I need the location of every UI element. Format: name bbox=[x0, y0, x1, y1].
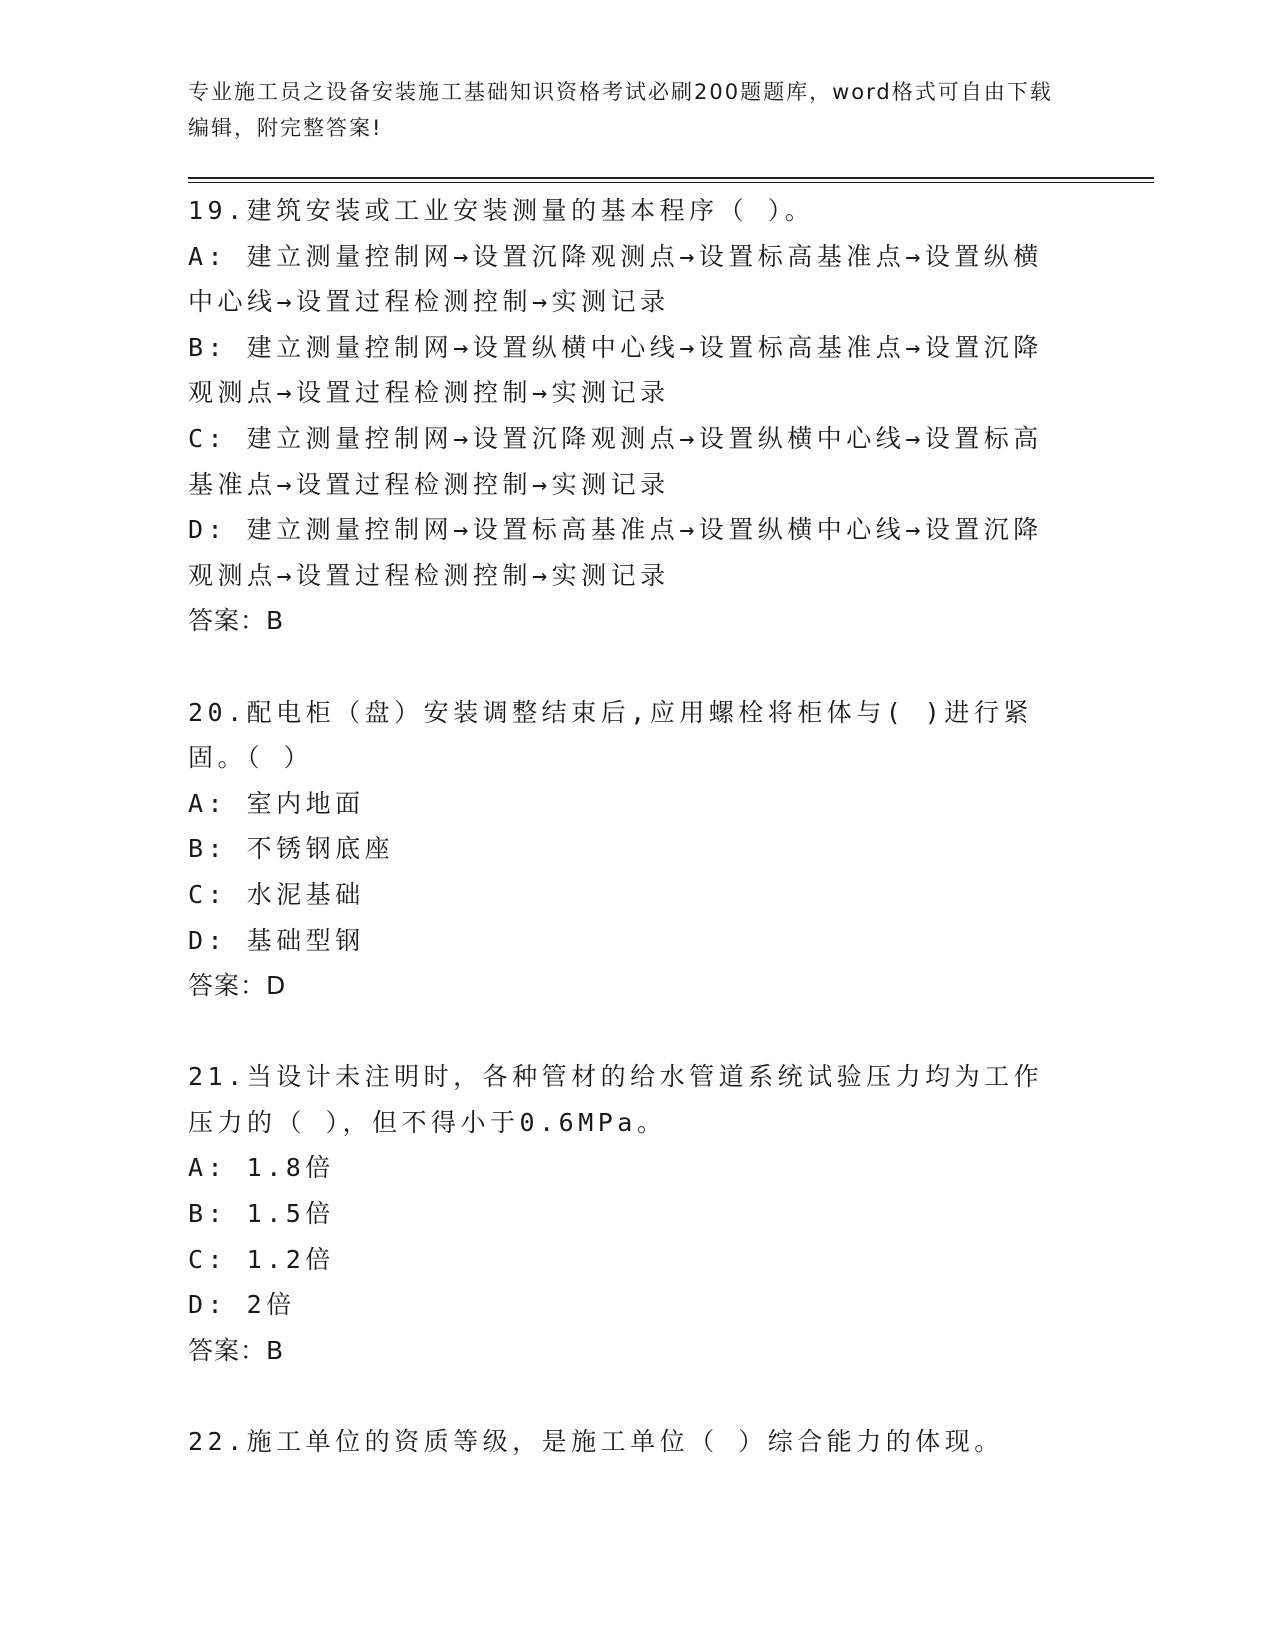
question-spacer bbox=[188, 1373, 1068, 1419]
option-b: B: 不锈钢底座 bbox=[188, 834, 395, 864]
option-a: A: 1.8倍 bbox=[188, 1153, 335, 1183]
answer: 答案：B bbox=[188, 606, 285, 636]
option-c: C: 1.2倍 bbox=[188, 1244, 335, 1274]
option-a: A: 建立测量控制网→设置沉降观测点→设置标高基准点→设置纵横中心线→设置过程检测控制→实测记录 bbox=[188, 241, 1043, 317]
question-22 bbox=[188, 1419, 1068, 1465]
option-d: D: 2倍 bbox=[188, 1290, 296, 1320]
option-a: A: 室内地面 bbox=[188, 788, 365, 818]
option-c: C: 水泥基础 bbox=[188, 879, 365, 909]
option-b: B: 1.5倍 bbox=[188, 1199, 335, 1229]
question-19 bbox=[188, 188, 1068, 644]
question-stem: 22.施工单位的资质等级，是施工单位（ ）综合能力的体现。 bbox=[188, 1427, 1004, 1457]
question-spacer bbox=[188, 644, 1068, 690]
option-b: B: 建立测量控制网→设置纵横中心线→设置标高基准点→设置沉降观测点→设置过程检测控制→实测记录 bbox=[188, 332, 1043, 408]
option-d: D: 基础型钢 bbox=[188, 925, 365, 955]
question-20 bbox=[188, 690, 1068, 1009]
question-stem: 21.当设计未注明时，各种管材的给水管道系统试验压力均为工作压力的（ ），但不得小于0.6MPa。 bbox=[188, 1062, 1044, 1137]
document-header: 专业施工员之设备安装施工基础知识资格考试必刷200题题库，word格式可自由下载编辑，附完整答案! bbox=[188, 80, 1053, 140]
question-spacer bbox=[188, 1009, 1068, 1055]
option-d: D: 建立测量控制网→设置标高基准点→设置纵横中心线→设置沉降观测点→设置过程检测控制→实测记录 bbox=[188, 515, 1043, 590]
option-c: C: 建立测量控制网→设置沉降观测点→设置纵横中心线→设置标高基准点→设置过程检测控制→实测记录 bbox=[188, 423, 1043, 499]
header-divider-thin bbox=[188, 182, 1154, 183]
question-stem: 19.建筑安装或工业安装测量的基本程序（ ）。 bbox=[188, 196, 815, 225]
header-divider-thick bbox=[188, 177, 1154, 179]
question-21 bbox=[188, 1054, 1068, 1373]
answer: 答案：B bbox=[188, 1335, 285, 1365]
question-list bbox=[188, 188, 1068, 1465]
question-stem: 20.配电柜（盘）安装调整结束后,应用螺栓将柜体与( )进行紧固。（ ） bbox=[188, 697, 1033, 773]
answer: 答案：D bbox=[188, 971, 287, 1001]
